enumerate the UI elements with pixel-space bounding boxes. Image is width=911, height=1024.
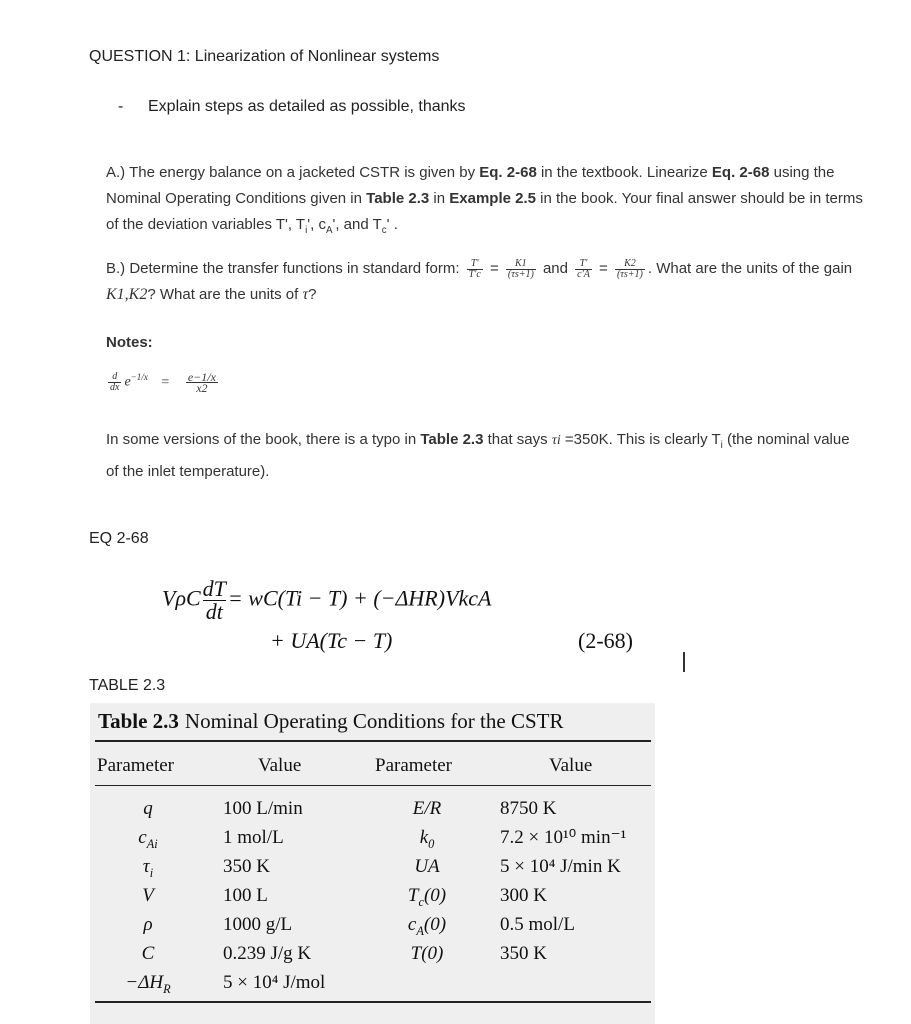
frac-den: c'A [577,268,590,280]
value-cell: 1 mol/L [223,827,284,848]
part-a-text: in the book. Your final answer should be in terms of the deviation variables T', T [106,190,863,233]
derivative-result [186,372,218,393]
param-q: q [143,798,153,819]
part-a-bold: Eq. 2-68 [711,164,770,181]
equals-sign: = [161,374,170,390]
part-b-paragraph [106,256,876,308]
exp-base: e [124,374,131,390]
part-b-text: B.) Determine the transfer functions in standard form: [106,260,464,277]
part-a-bold: Eq. 2-68 [479,164,537,181]
table-rule-bottom [95,1001,651,1003]
tau-symbol: τ [302,286,309,303]
frac-num: K1 [506,259,536,270]
part-a-text: using the Nominal Operating Conditions given in [106,164,835,207]
param-c: C [141,943,155,964]
value-cell: 5 × 10⁴ J/min K [500,856,621,877]
value-cell: 350 K [500,943,547,964]
frac-den: x2 [196,381,208,395]
frac-num: K2 [615,259,645,270]
equation-line-1 [162,578,491,623]
part-a-sub: A [325,225,333,236]
caption-bold: Table 2.3 [98,709,179,733]
part-b-text: . What are the units of the gain [647,260,853,277]
header-parameter-2: Parameter [375,755,453,776]
typo-text: (the nominal value of the inlet temperature). [106,431,850,480]
value-cell: 7.2 × 10¹⁰ min⁻¹ [500,827,627,848]
frac-den: T'c [468,268,481,280]
part-a-bold: Example 2.5 [449,190,536,207]
fraction-t-over-tc [467,259,483,280]
part-b-text: and [538,260,573,277]
typo-note [106,427,866,485]
typo-sub: i [720,440,723,451]
equation-line-2: + UA(Tc − T) [270,628,393,653]
table-rule-mid [95,785,651,786]
part-a-text: ', and T [332,216,382,233]
frac-den: dx [110,382,120,393]
typo-text: In some versions of the book, there is a typo in [106,431,421,448]
exp-power: −1/x [130,372,148,383]
part-b-text: ? [308,286,317,303]
bullet-dash: - [118,98,124,115]
value-cell: 0.5 mol/L [500,914,575,935]
part-a-text: ', c [307,216,326,233]
param-cai: $c_{Ai}$ [138,827,158,851]
frac-den: (τs+1) [507,268,534,280]
part-a-text: in the textbook. Linearize [536,164,712,181]
tau-i-symbol: τi [551,433,561,448]
caption-text: Nominal Operating Conditions for the CSTR [184,709,564,733]
param-dhr: $-\Delta H_R$ [125,972,171,996]
param-ua: UA [414,856,440,877]
derivative-formula [105,372,221,412]
part-a-text: ' . [386,216,398,233]
param-k0: $k_0$ [419,827,435,851]
table-label: TABLE 2.3 [89,677,166,694]
frac-num: T' [467,259,483,270]
param-rho: ρ [143,914,153,935]
text-cursor [683,652,685,672]
header-parameter-1: Parameter [97,755,175,776]
param-ca0: $c_A(0)$ [407,914,447,938]
frac-num: d [108,372,121,383]
param-tc0: $T_c(0)$ [407,885,447,909]
param-e-over-r: E/R [412,798,442,819]
header-value-2: Value [549,755,593,776]
frac-den: dt [205,599,223,624]
frac-num: T' [575,259,592,270]
part-a-text: A.) The energy balance on a jacketed CSTR is given by [106,164,480,181]
param-t0: T(0) [410,943,444,964]
frac-num: e−1/x [187,370,216,384]
param-v: V [142,885,154,906]
derivative-operator [108,372,121,393]
value-cell: 5 × 10⁴ J/mol [223,972,326,993]
fraction-k2 [615,259,645,280]
part-a-text: in [429,190,450,207]
gains-symbols: K1,K2 [106,286,148,303]
typo-text: =350K. This is clearly T [560,431,721,448]
table-rule-top [95,740,651,742]
dT-dt-fraction [203,578,226,623]
value-cell: 350 K [223,856,270,877]
eq-rhs: = wC(Ti − T) + (−ΔHR)VkcA [227,585,492,611]
frac-den: (τs+1) [616,268,643,280]
value-cell: 100 L [223,885,268,906]
value-cell: 0.239 J/g K [223,943,312,964]
header-value-1: Value [258,755,302,776]
value-cell: 8750 K [500,798,557,819]
fraction-t-over-ca [575,259,592,280]
question-title: QUESTION 1: Linearization of Nonlinear systems [89,48,440,65]
table-image [90,703,655,1024]
bullet-text: Explain steps as detailed as possible, thanks [148,98,466,115]
value-cell: 1000 g/L [223,914,293,935]
part-b-text: ? What are the units of [147,286,303,303]
part-a-sub: c [381,225,387,236]
equation-number: (2-68) [578,628,633,653]
equation-label: EQ 2-68 [89,530,149,547]
part-a-sub: i [305,225,308,236]
part-a-paragraph [106,160,876,244]
part-a-bold: Table 2.3 [366,190,430,207]
frac-num: dT [202,576,226,601]
equals-sign: = [489,260,499,277]
param-taui: $\tau_i$ [142,856,154,880]
table-caption [98,709,563,734]
typo-text: that says [483,431,552,448]
typo-bold: Table 2.3 [420,431,484,448]
notes-label: Notes: [106,334,153,351]
fraction-k1 [506,259,536,280]
equals-sign: = [599,260,608,277]
instruction-bullet [118,98,466,116]
eq-lhs: VρC [162,585,201,611]
value-cell: 300 K [500,885,547,906]
value-cell: 100 L/min [223,798,303,819]
